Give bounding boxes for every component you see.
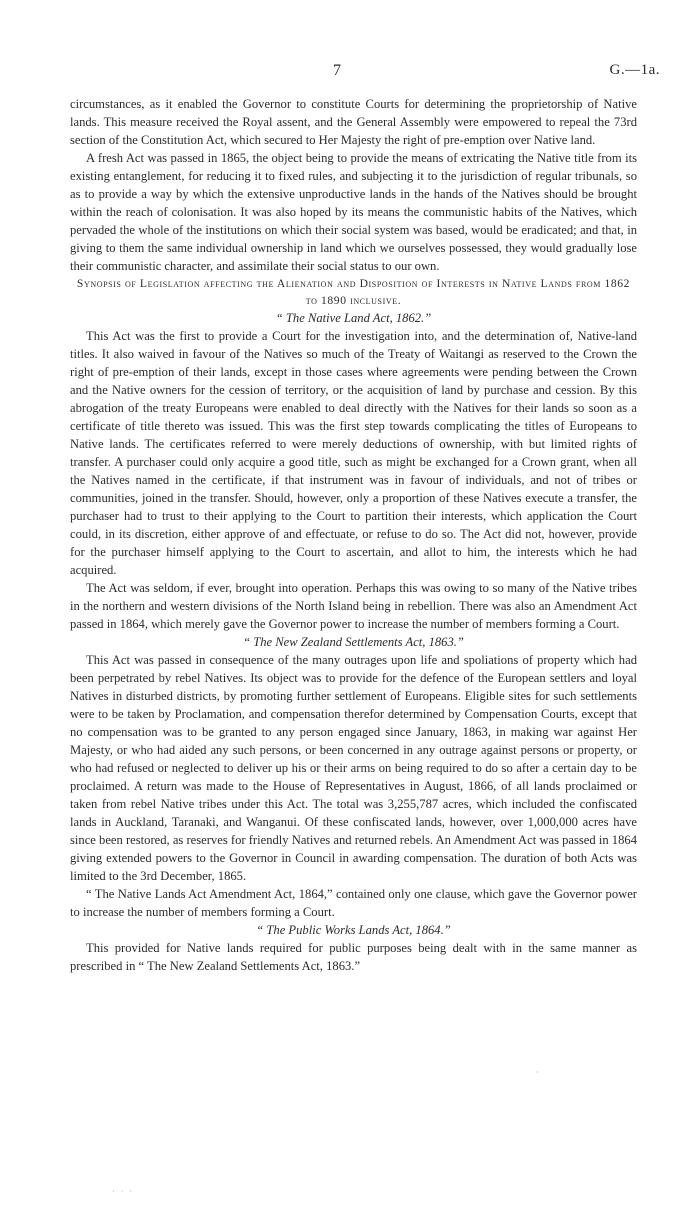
document-reference: G.—1a. — [609, 62, 660, 78]
paragraph-amendment-act-1864: “ The Native Lands Act Amendment Act, 1864,” contained only one clause, which gave the Governor power to increase the number of members forming a Court. — [70, 887, 637, 919]
paragraph-native-land-act-operation: The Act was seldom, if ever, brought into operation. Perhaps this was owing to so many of the Native tribes in the northern and western divisions of the North Island being in rebellion. There was also an Amendment Act passed in 1864, which merely gave the Governor power to increase the number of members forming a Court. — [70, 581, 637, 631]
paragraph-settlements-act: This Act was passed in consequence of the many outrages upon life and spoliations of property which had been perpetrated by rebel Natives. Its object was to provide for the defence of the European settlers and loyal Natives in disturbed districts, by promoting further settlement of Europeans. Eligible sites for such settlements were to be taken by Proclamation, and compensation therefor determined by Compensation Courts, except that no compensation was to be granted to any person engaged since January, 1863, in making war against Her Majesty, or who had aided any such persons, or been concerned in any outrage against persons or property, or who had refused or neglected to deliver up his or their arms on being required to do so after a certain day to be proclaimed. A return was made to the House of Representatives in August, 1866, of all lands proclaimed or taken from rebel Native tribes under this Act. The total was 3,255,787 acres, which included the confiscated lands in Auckland, Taranaki, and Wanganui. Of these confiscated lands, however, over 1,000,000 acres have since been restored, as reserves for friendly Natives and returned rebels. An Amendment Act was passed in 1864 giving extended powers to the Governor in Council in awarding compensation. The duration of both Acts was limited to the 3rd December, 1865. — [70, 653, 637, 883]
synopsis-heading: Synopsis of Legislation affecting the Alienation and Disposition of Interests in Native Lands from 1862 to 1890 inclusive. — [76, 277, 631, 307]
act-title-native-land-act-1862: “ The Native Land Act, 1862.” — [275, 311, 432, 325]
paragraph-native-land-act: This Act was the first to provide a Court for the investigation into, and the determination of, Native-land titles. It also waived in favour of the Natives so much of the Treaty of Waitangi as reserved to the Crown the right of pre-emption of their lands, except in those cases where agreements were pending between the Crown and the Native owners for the cession of territory, or the acquisition of land by purchase and cession. By this abrogation of the treaty Europeans were enabled to deal directly with the Natives for their lands so soon as a certificate of title thereto was issued. This was the first step towards complicating the titles of Europeans to Native lands. The certificates referred to were merely deductions of ownership, with but limited rights of transfer. A purchaser could only acquire a good title, such as might be exchanged for a Crown grant, when all the Natives named in the certificate, if that instrument was in favour of individuals, and not of tribes or communities, joined in the transfer. Should, however, only a proportion of these Natives execute a transfer, the purchaser had to trust to their applying to the Court to partition their interests, which application the Court could, in its discretion, either approve of and effectuate, or refuse to do so. The Act did not, however, provide for the purchaser himself applying to the Court to ascertain, and allot to him, the interests which he had acquired. — [70, 329, 637, 577]
act-title-settlements-act-1863: “ The New Zealand Settlements Act, 1863.” — [243, 635, 464, 649]
page-number: 7 — [333, 62, 341, 79]
scan-speck: · — [536, 1068, 539, 1077]
paragraph-fresh-act-1865: A fresh Act was passed in 1865, the object being to provide the means of extricating the Native title from its existing entanglement, for reducing it to fixed rules, and subjecting it to the jurisdiction of regular tribunals, so as to provide a way by which the extensive unproductive lands in the hands of the Natives should be brought within the reach of colonisation. It was also hoped by its means the communistic habits of the Natives, which pervaded the whole of the institutions on which their social system was based, would be eradicated; and that, in giving to them the same individual ownership in land which we ourselves possessed, they would gradually lose their communistic character, and assimilate their social status to our own. — [70, 151, 637, 273]
act-title-public-works-lands-act-1864: “ The Public Works Lands Act, 1864.” — [256, 923, 451, 937]
page-header — [0, 62, 700, 82]
body-text — [70, 95, 637, 975]
paragraph-continued: circumstances, as it enabled the Governor to constitute Courts for determining the proprietorship of Native lands. This measure received the Royal assent, and the General Assembly were empowered to repeal the 73rd section of the Constitution Act, which secured to Her Majesty the right of pre-emption over Native land. — [70, 97, 637, 147]
paragraph-public-works-lands-act: This provided for Native lands required for public purposes being dealt with in the same manner as prescribed in “ The New Zealand Settlements Act, 1863.” — [70, 941, 637, 973]
scan-marks: · · · — [112, 1187, 134, 1196]
